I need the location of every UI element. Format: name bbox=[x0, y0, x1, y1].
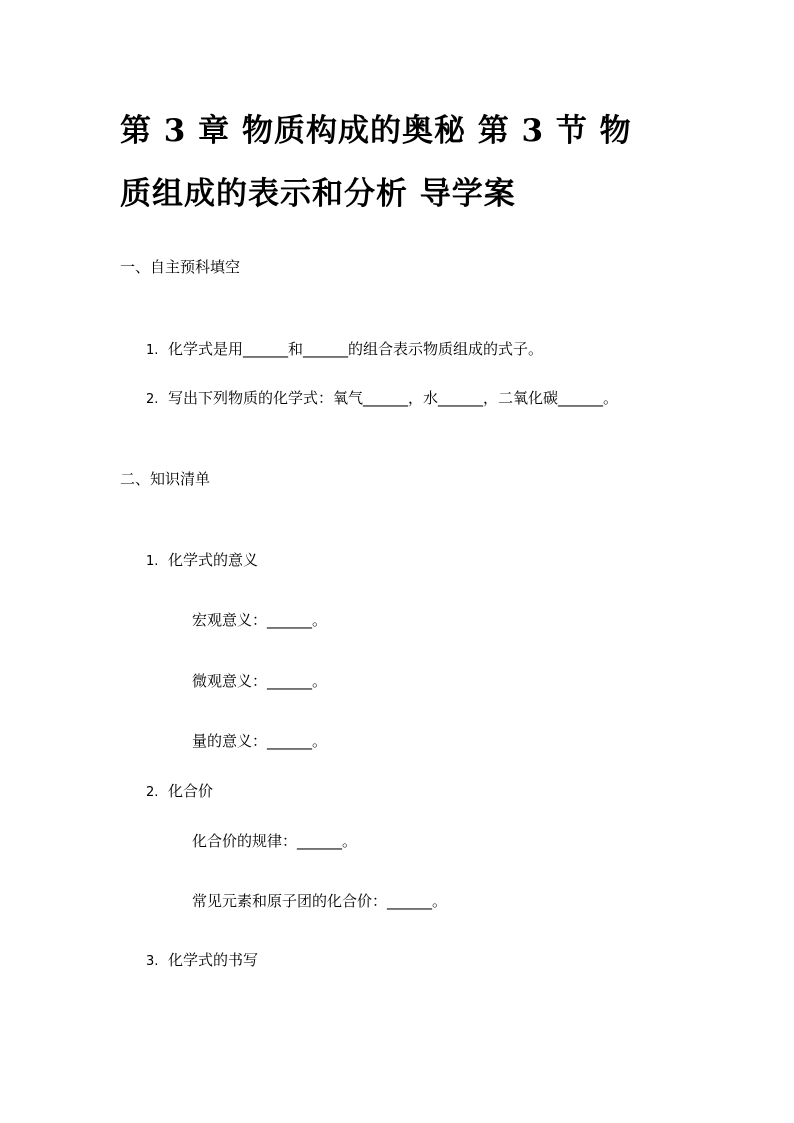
list-item-number: 2. bbox=[146, 785, 159, 800]
list-item bbox=[146, 949, 258, 970]
sub-item: 微观意义：______。 bbox=[192, 672, 328, 690]
list-item-text: 写出下列物质的化学式：氧气______，水______，二氧化碳______。 bbox=[168, 389, 619, 407]
sub-item: 常见元素和原子团的化合价：______。 bbox=[192, 892, 448, 910]
section-heading-knowledge: 二、知识清单 bbox=[120, 470, 211, 488]
list-item bbox=[146, 549, 258, 570]
list-item-number: 3. bbox=[146, 954, 159, 969]
list-item-text: 化学式的书写 bbox=[168, 951, 259, 969]
list-item-number: 2. bbox=[146, 392, 159, 407]
list-item-text: 化学式是用______和______的组合表示物质组成的式子。 bbox=[168, 340, 544, 358]
list-item-number: 1. bbox=[146, 554, 159, 569]
page-title-line-1: 第 3 章 物质构成的奥秘 第 3 节 物 bbox=[120, 113, 632, 149]
list-item-text: 化合价 bbox=[168, 782, 214, 800]
list-item bbox=[146, 387, 618, 408]
section-heading-preview: 一、自主预科填空 bbox=[120, 258, 241, 276]
sub-item: 宏观意义：______。 bbox=[192, 611, 328, 629]
sub-item: 化合价的规律：______。 bbox=[192, 832, 358, 850]
list-item-number: 1. bbox=[146, 343, 159, 358]
list-item bbox=[146, 338, 543, 359]
page-title-line-2: 质组成的表示和分析 导学案 bbox=[120, 176, 516, 212]
list-item bbox=[146, 780, 213, 801]
sub-item: 量的意义：______。 bbox=[192, 732, 328, 750]
list-item-text: 化学式的意义 bbox=[168, 551, 259, 569]
